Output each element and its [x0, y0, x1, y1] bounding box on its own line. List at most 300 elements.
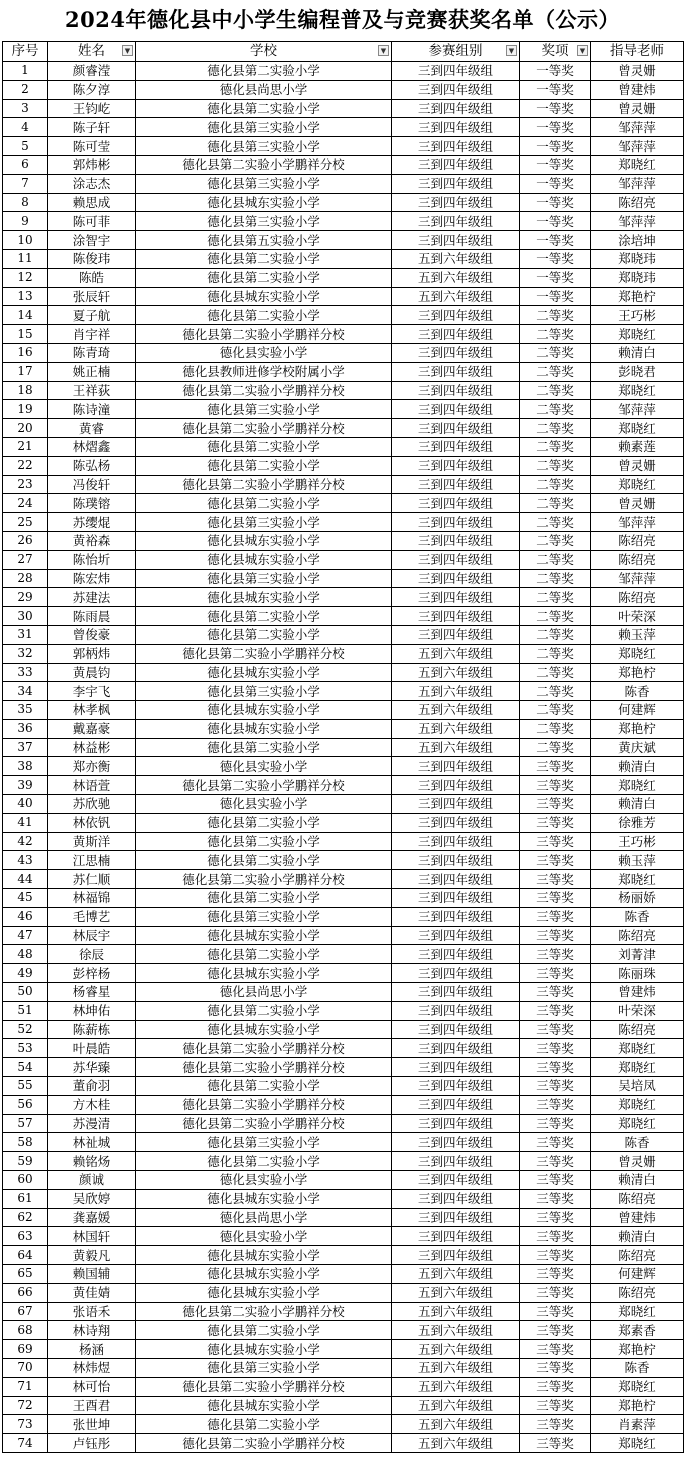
- cell-index: 38: [3, 757, 48, 776]
- table-row: [3, 701, 684, 720]
- cell-teacher: 邹萍萍: [591, 174, 684, 193]
- cell-group: 三到四年级组: [392, 1152, 520, 1171]
- cell-teacher: 郑晓红: [591, 475, 684, 494]
- cell-teacher: 郑晓红: [591, 1114, 684, 1133]
- cell-award: 三等奖: [520, 907, 591, 926]
- cell-award: 三等奖: [520, 851, 591, 870]
- cell-teacher: 曾建炜: [591, 983, 684, 1002]
- cell-teacher: 陈香: [591, 682, 684, 701]
- cell-group: 五到六年级组: [392, 1283, 520, 1302]
- cell-award: 一等奖: [520, 212, 591, 231]
- cell-index: 30: [3, 607, 48, 626]
- cell-index: 65: [3, 1265, 48, 1284]
- cell-index: 26: [3, 531, 48, 550]
- cell-index: 36: [3, 719, 48, 738]
- cell-teacher: 郑晓红: [591, 155, 684, 174]
- cell-award: 三等奖: [520, 757, 591, 776]
- cell-index: 4: [3, 118, 48, 137]
- cell-teacher: 陈绍亮: [591, 1283, 684, 1302]
- cell-group: 五到六年级组: [392, 1434, 520, 1453]
- cell-name: 林祉城: [48, 1133, 136, 1152]
- cell-teacher: 郑艳柠: [591, 1396, 684, 1415]
- table-row: [3, 889, 684, 908]
- cell-name: 赖思成: [48, 193, 136, 212]
- cell-group: 五到六年级组: [392, 682, 520, 701]
- table-row: [3, 1415, 684, 1434]
- cell-award: 二等奖: [520, 362, 591, 381]
- cell-teacher: 曾灵姗: [591, 494, 684, 513]
- cell-award: 三等奖: [520, 926, 591, 945]
- cell-award: 三等奖: [520, 1415, 591, 1434]
- cell-teacher: 郑晓红: [591, 419, 684, 438]
- cell-name: 叶晨皓: [48, 1039, 136, 1058]
- cell-teacher: 郑晓红: [591, 1039, 684, 1058]
- cell-group: 三到四年级组: [392, 137, 520, 156]
- cell-school: 德化县第二实验小学: [136, 945, 392, 964]
- cell-award: 三等奖: [520, 813, 591, 832]
- cell-award: 二等奖: [520, 625, 591, 644]
- cell-teacher: 郑艳柠: [591, 663, 684, 682]
- cell-index: 8: [3, 193, 48, 212]
- cell-school: 德化县第三实验小学: [136, 174, 392, 193]
- cell-name: 陈宏炜: [48, 569, 136, 588]
- cell-school: 德化县第二实验小学: [136, 99, 392, 118]
- cell-name: 林坤佑: [48, 1001, 136, 1020]
- cell-name: 涂智宇: [48, 231, 136, 250]
- cell-teacher: 赖清白: [591, 795, 684, 814]
- cell-index: 33: [3, 663, 48, 682]
- cell-index: 12: [3, 268, 48, 287]
- cell-index: 1: [3, 62, 48, 81]
- cell-teacher: 陈丽珠: [591, 964, 684, 983]
- table-row: [3, 1283, 684, 1302]
- cell-award: 三等奖: [520, 1133, 591, 1152]
- cell-name: 陈夕淳: [48, 80, 136, 99]
- cell-school: 德化县第二实验小学鹏祥分校: [136, 325, 392, 344]
- column-label: 学校: [250, 43, 277, 59]
- cell-name: 黄晨钧: [48, 663, 136, 682]
- cell-teacher: 杨丽娇: [591, 889, 684, 908]
- cell-group: 五到六年级组: [392, 644, 520, 663]
- cell-name: 王酉君: [48, 1396, 136, 1415]
- cell-name: 彭梓杨: [48, 964, 136, 983]
- cell-name: 苏欣驰: [48, 795, 136, 814]
- cell-index: 70: [3, 1358, 48, 1377]
- cell-award: 一等奖: [520, 249, 591, 268]
- cell-group: 三到四年级组: [392, 155, 520, 174]
- cell-group: 三到四年级组: [392, 99, 520, 118]
- cell-award: 三等奖: [520, 870, 591, 889]
- cell-name: 黄佳婧: [48, 1283, 136, 1302]
- cell-teacher: 郑晓玮: [591, 268, 684, 287]
- cell-teacher: 陈绍亮: [591, 926, 684, 945]
- table-row: [3, 137, 684, 156]
- cell-group: 三到四年级组: [392, 362, 520, 381]
- table-row: [3, 212, 684, 231]
- cell-group: 三到四年级组: [392, 813, 520, 832]
- cell-award: 三等奖: [520, 1377, 591, 1396]
- cell-teacher: 曾建炜: [591, 80, 684, 99]
- cell-teacher: 郑素香: [591, 1321, 684, 1340]
- column-header-name: [48, 42, 136, 62]
- cell-group: 三到四年级组: [392, 1095, 520, 1114]
- cell-school: 德化县第三实验小学: [136, 1358, 392, 1377]
- cell-school: 德化县城东实验小学: [136, 663, 392, 682]
- table-row: [3, 1001, 684, 1020]
- cell-group: 三到四年级组: [392, 832, 520, 851]
- table-row: [3, 494, 684, 513]
- cell-school: 德化县第三实验小学: [136, 682, 392, 701]
- table-row: [3, 99, 684, 118]
- cell-school: 德化县第二实验小学鹏祥分校: [136, 155, 392, 174]
- table-row: [3, 663, 684, 682]
- cell-school: 德化县第二实验小学: [136, 738, 392, 757]
- table-row: [3, 456, 684, 475]
- cell-school: 德化县城东实验小学: [136, 1265, 392, 1284]
- cell-group: 三到四年级组: [392, 531, 520, 550]
- cell-name: 陈雨晨: [48, 607, 136, 626]
- cell-index: 40: [3, 795, 48, 814]
- cell-school: 德化县教师进修学校附属小学: [136, 362, 392, 381]
- cell-index: 39: [3, 776, 48, 795]
- cell-award: 二等奖: [520, 644, 591, 663]
- cell-group: 三到四年级组: [392, 870, 520, 889]
- table-row: [3, 1265, 684, 1284]
- cell-name: 林依钒: [48, 813, 136, 832]
- cell-award: 三等奖: [520, 1020, 591, 1039]
- cell-name: 涂志杰: [48, 174, 136, 193]
- cell-group: 三到四年级组: [392, 494, 520, 513]
- cell-name: 林福锦: [48, 889, 136, 908]
- cell-index: 10: [3, 231, 48, 250]
- cell-index: 11: [3, 249, 48, 268]
- cell-school: 德化县第二实验小学鹏祥分校: [136, 1302, 392, 1321]
- cell-school: 德化县第二实验小学鹏祥分校: [136, 419, 392, 438]
- cell-name: 张世坤: [48, 1415, 136, 1434]
- cell-award: 二等奖: [520, 569, 591, 588]
- cell-teacher: 邹萍萍: [591, 137, 684, 156]
- dropdown-arrow-icon[interactable]: ▼: [506, 45, 517, 56]
- cell-index: 14: [3, 306, 48, 325]
- cell-school: 德化县城东实验小学: [136, 287, 392, 306]
- column-header-school: [136, 42, 392, 62]
- cell-award: 二等奖: [520, 325, 591, 344]
- cell-award: 二等奖: [520, 437, 591, 456]
- cell-award: 一等奖: [520, 287, 591, 306]
- cell-school: 德化县第二实验小学: [136, 889, 392, 908]
- cell-award: 三等奖: [520, 1095, 591, 1114]
- table-row: [3, 907, 684, 926]
- cell-award: 三等奖: [520, 983, 591, 1002]
- cell-index: 69: [3, 1340, 48, 1359]
- cell-teacher: 赖玉萍: [591, 851, 684, 870]
- cell-school: 德化县城东实验小学: [136, 1396, 392, 1415]
- cell-group: 五到六年级组: [392, 287, 520, 306]
- table-row: [3, 400, 684, 419]
- cell-school: 德化县实验小学: [136, 343, 392, 362]
- cell-school: 德化县第二实验小学鹏祥分校: [136, 776, 392, 795]
- cell-group: 三到四年级组: [392, 456, 520, 475]
- cell-award: 一等奖: [520, 268, 591, 287]
- cell-group: 三到四年级组: [392, 569, 520, 588]
- table-row: [3, 757, 684, 776]
- cell-name: 颜诚: [48, 1171, 136, 1190]
- table-row: [3, 1358, 684, 1377]
- cell-index: 19: [3, 400, 48, 419]
- table-row: [3, 644, 684, 663]
- dropdown-arrow-icon[interactable]: ▼: [378, 45, 389, 56]
- cell-name: 林孝枫: [48, 701, 136, 720]
- cell-group: 三到四年级组: [392, 926, 520, 945]
- cell-school: 德化县第三实验小学: [136, 1133, 392, 1152]
- table-row: [3, 607, 684, 626]
- cell-teacher: 赖清白: [591, 757, 684, 776]
- table-row: [3, 1133, 684, 1152]
- cell-name: 吴欣婷: [48, 1189, 136, 1208]
- table-row: [3, 832, 684, 851]
- cell-group: 三到四年级组: [392, 1171, 520, 1190]
- cell-teacher: 郑艳柠: [591, 719, 684, 738]
- cell-award: 二等奖: [520, 607, 591, 626]
- cell-school: 德化县第二实验小学: [136, 851, 392, 870]
- cell-group: 三到四年级组: [392, 1227, 520, 1246]
- cell-name: 陈弘杨: [48, 456, 136, 475]
- cell-group: 三到四年级组: [392, 550, 520, 569]
- table-row: [3, 813, 684, 832]
- table-row: [3, 362, 684, 381]
- cell-group: 三到四年级组: [392, 381, 520, 400]
- cell-group: 三到四年级组: [392, 174, 520, 193]
- table-row: [3, 926, 684, 945]
- cell-teacher: 郑晓红: [591, 1434, 684, 1453]
- cell-group: 三到四年级组: [392, 231, 520, 250]
- cell-school: 德化县第二实验小学: [136, 1415, 392, 1434]
- cell-teacher: 陈香: [591, 1358, 684, 1377]
- cell-name: 赖铭炀: [48, 1152, 136, 1171]
- award-table: [2, 41, 684, 1453]
- cell-teacher: 陈绍亮: [591, 1189, 684, 1208]
- cell-name: 苏缨焜: [48, 513, 136, 532]
- cell-award: 三等奖: [520, 1058, 591, 1077]
- cell-school: 德化县第二实验小学鹏祥分校: [136, 1114, 392, 1133]
- cell-school: 德化县第二实验小学: [136, 494, 392, 513]
- cell-school: 德化县第三实验小学: [136, 118, 392, 137]
- cell-school: 德化县第二实验小学: [136, 813, 392, 832]
- cell-award: 一等奖: [520, 99, 591, 118]
- cell-teacher: 何建辉: [591, 701, 684, 720]
- dropdown-arrow-icon[interactable]: ▼: [577, 45, 588, 56]
- cell-index: 16: [3, 343, 48, 362]
- cell-teacher: 郑晓红: [591, 381, 684, 400]
- cell-name: 林国轩: [48, 1227, 136, 1246]
- cell-school: 德化县第二实验小学鹏祥分校: [136, 1039, 392, 1058]
- cell-group: 三到四年级组: [392, 212, 520, 231]
- cell-index: 56: [3, 1095, 48, 1114]
- cell-index: 48: [3, 945, 48, 964]
- cell-school: 德化县第二实验小学: [136, 1001, 392, 1020]
- cell-index: 17: [3, 362, 48, 381]
- cell-group: 三到四年级组: [392, 795, 520, 814]
- cell-school: 德化县城东实验小学: [136, 1189, 392, 1208]
- header-row: [3, 42, 684, 62]
- cell-award: 三等奖: [520, 1001, 591, 1020]
- cell-school: 德化县城东实验小学: [136, 531, 392, 550]
- cell-school: 德化县第三实验小学: [136, 212, 392, 231]
- cell-award: 三等奖: [520, 1114, 591, 1133]
- cell-index: 73: [3, 1415, 48, 1434]
- cell-group: 三到四年级组: [392, 964, 520, 983]
- cell-group: 三到四年级组: [392, 1058, 520, 1077]
- cell-group: 三到四年级组: [392, 1001, 520, 1020]
- cell-index: 13: [3, 287, 48, 306]
- cell-index: 44: [3, 870, 48, 889]
- cell-index: 58: [3, 1133, 48, 1152]
- cell-teacher: 曾灵姗: [591, 456, 684, 475]
- cell-school: 德化县第二实验小学: [136, 456, 392, 475]
- cell-index: 27: [3, 550, 48, 569]
- cell-name: 赖国辅: [48, 1265, 136, 1284]
- table-row: [3, 231, 684, 250]
- cell-school: 德化县第二实验小学鹏祥分校: [136, 381, 392, 400]
- cell-teacher: 郑艳柠: [591, 287, 684, 306]
- cell-name: 龚嘉媛: [48, 1208, 136, 1227]
- cell-name: 黄斯洋: [48, 832, 136, 851]
- cell-group: 三到四年级组: [392, 306, 520, 325]
- cell-award: 三等奖: [520, 1396, 591, 1415]
- cell-teacher: 陈绍亮: [591, 1020, 684, 1039]
- cell-group: 三到四年级组: [392, 1077, 520, 1096]
- cell-teacher: 叶荣深: [591, 607, 684, 626]
- table-row: [3, 1095, 684, 1114]
- cell-group: 三到四年级组: [392, 757, 520, 776]
- cell-school: 德化县第二实验小学: [136, 1077, 392, 1096]
- cell-name: 杨涵: [48, 1340, 136, 1359]
- cell-name: 郭柄炜: [48, 644, 136, 663]
- cell-school: 德化县第二实验小学: [136, 1152, 392, 1171]
- table-row: [3, 1152, 684, 1171]
- dropdown-arrow-icon[interactable]: ▼: [122, 45, 133, 56]
- cell-teacher: 赖清白: [591, 1171, 684, 1190]
- table-row: [3, 268, 684, 287]
- cell-teacher: 陈香: [591, 907, 684, 926]
- cell-teacher: 曾灵姗: [591, 1152, 684, 1171]
- cell-name: 陈璞镕: [48, 494, 136, 513]
- cell-teacher: 何建辉: [591, 1265, 684, 1284]
- cell-teacher: 邹萍萍: [591, 400, 684, 419]
- cell-name: 陈皓: [48, 268, 136, 287]
- cell-award: 三等奖: [520, 1189, 591, 1208]
- cell-index: 20: [3, 419, 48, 438]
- cell-school: 德化县第二实验小学: [136, 607, 392, 626]
- cell-index: 46: [3, 907, 48, 926]
- cell-award: 二等奖: [520, 494, 591, 513]
- cell-award: 二等奖: [520, 513, 591, 532]
- table-row: [3, 1058, 684, 1077]
- cell-school: 德化县第三实验小学: [136, 907, 392, 926]
- cell-teacher: 叶荣深: [591, 1001, 684, 1020]
- cell-teacher: 陈香: [591, 1133, 684, 1152]
- cell-name: 林诗翔: [48, 1321, 136, 1340]
- cell-school: 德化县第二实验小学鹏祥分校: [136, 475, 392, 494]
- cell-award: 三等奖: [520, 1227, 591, 1246]
- cell-name: 方木桂: [48, 1095, 136, 1114]
- cell-index: 68: [3, 1321, 48, 1340]
- cell-award: 三等奖: [520, 1171, 591, 1190]
- table-row: [3, 625, 684, 644]
- cell-group: 五到六年级组: [392, 1340, 520, 1359]
- cell-index: 47: [3, 926, 48, 945]
- cell-group: 三到四年级组: [392, 193, 520, 212]
- cell-award: 二等奖: [520, 400, 591, 419]
- cell-teacher: 郑晓红: [591, 1302, 684, 1321]
- cell-name: 郑亦衡: [48, 757, 136, 776]
- cell-group: 三到四年级组: [392, 475, 520, 494]
- table-row: [3, 531, 684, 550]
- table-row: [3, 1434, 684, 1453]
- table-row: [3, 1039, 684, 1058]
- table-row: [3, 1208, 684, 1227]
- cell-name: 陈薪栋: [48, 1020, 136, 1039]
- table-row: [3, 1321, 684, 1340]
- cell-index: 64: [3, 1246, 48, 1265]
- cell-name: 黄毅凡: [48, 1246, 136, 1265]
- cell-award: 二等奖: [520, 419, 591, 438]
- cell-group: 三到四年级组: [392, 1020, 520, 1039]
- column-header-index: [3, 42, 48, 62]
- cell-name: 江思楠: [48, 851, 136, 870]
- cell-award: 一等奖: [520, 231, 591, 250]
- cell-school: 德化县第二实验小学鹏祥分校: [136, 644, 392, 663]
- cell-teacher: 邹萍萍: [591, 569, 684, 588]
- cell-group: 五到六年级组: [392, 1302, 520, 1321]
- cell-name: 黄裕森: [48, 531, 136, 550]
- cell-school: 德化县尚思小学: [136, 1208, 392, 1227]
- table-row: [3, 682, 684, 701]
- cell-award: 一等奖: [520, 137, 591, 156]
- cell-teacher: 赖清白: [591, 1227, 684, 1246]
- cell-award: 三等奖: [520, 1434, 591, 1453]
- cell-award: 三等奖: [520, 1077, 591, 1096]
- cell-teacher: 邹萍萍: [591, 212, 684, 231]
- cell-name: 林炜煜: [48, 1358, 136, 1377]
- cell-school: 德化县第三实验小学: [136, 400, 392, 419]
- cell-name: 肖宇祥: [48, 325, 136, 344]
- cell-school: 德化县实验小学: [136, 757, 392, 776]
- cell-school: 德化县城东实验小学: [136, 1283, 392, 1302]
- cell-group: 三到四年级组: [392, 907, 520, 926]
- cell-name: 毛博艺: [48, 907, 136, 926]
- cell-group: 五到六年级组: [392, 1321, 520, 1340]
- cell-name: 董俞羽: [48, 1077, 136, 1096]
- cell-school: 德化县第二实验小学: [136, 306, 392, 325]
- cell-school: 德化县第五实验小学: [136, 231, 392, 250]
- table-row: [3, 1171, 684, 1190]
- column-label: 姓名: [78, 43, 105, 59]
- cell-award: 三等奖: [520, 1152, 591, 1171]
- cell-index: 23: [3, 475, 48, 494]
- cell-teacher: 曾建炜: [591, 1208, 684, 1227]
- cell-index: 3: [3, 99, 48, 118]
- cell-name: 林辰宇: [48, 926, 136, 945]
- cell-school: 德化县城东实验小学: [136, 1340, 392, 1359]
- cell-name: 戴嘉豪: [48, 719, 136, 738]
- cell-index: 63: [3, 1227, 48, 1246]
- cell-school: 德化县第二实验小学: [136, 268, 392, 287]
- cell-name: 曾俊豪: [48, 625, 136, 644]
- cell-school: 德化县城东实验小学: [136, 701, 392, 720]
- cell-award: 二等奖: [520, 663, 591, 682]
- cell-index: 37: [3, 738, 48, 757]
